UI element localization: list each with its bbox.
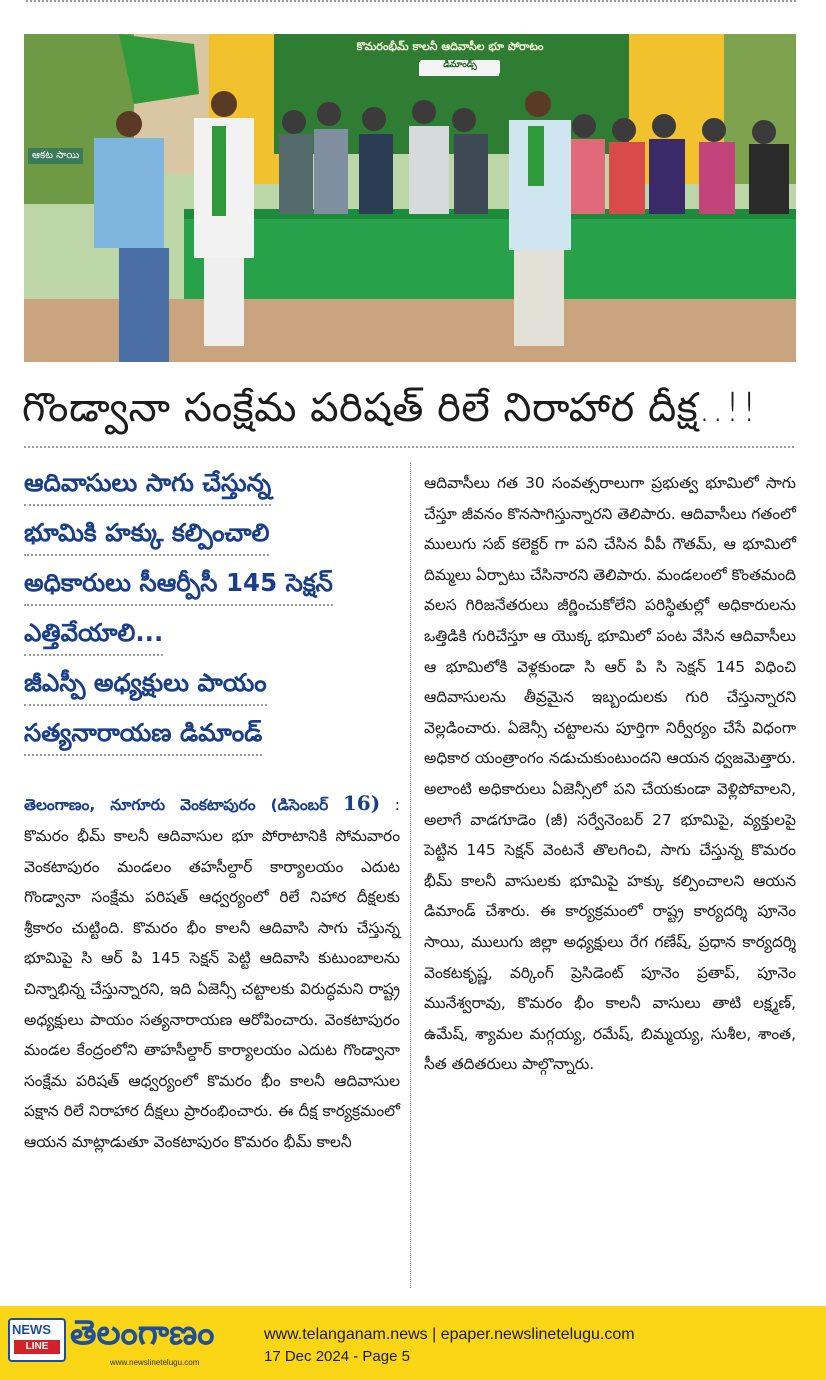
logo-news-text: NEWS xyxy=(12,1322,51,1337)
logo-line-text: LINE xyxy=(14,1340,60,1354)
banner-subtext: డిమాండ్స్ xyxy=(420,60,500,74)
headline: గొండ్వానా సంక్షేమ పరిషత్ రిలే నిరాహార దీక్ష..!! xyxy=(22,385,758,431)
deck-subheadings xyxy=(24,466,400,766)
dateline-date: 16) xyxy=(342,791,381,816)
right-body-paragraph: ఆదివాసీలు గత 30 సంవత్సరాలుగా ప్రభుత్వ భూమిలో సాగు చేస్తూ జీవనం కొనసాగిస్తున్నారని తెలిపారు. ఆదివాసీలు గతంలో ములుగు సబ్ కలెక్టర్ గా పని చేసిన వీపీ గౌతమ్, ఆ భూమిలో దిమ్మలు ఏర్పాటు చేసినారని తెలిపారు. మండలంలో కొంతమంది వలస గిరిజనేతరులు జీర్ణించుకోలేని పరిస్థితుల్లో అధికారులను ఒత్తిడికి గురిచేస్తూ ఆ యొక్క భూమిలో పంట వేసిన ఆదివాసీలు ఆ భూమిలోకి వెళ్లకుండా సి ఆర్ పి సి సెక్షన్ 145 విధించి ఆదివాసులను తీవ్రమైన ఇబ్బందులకు గురి చేస్తున్నారని వెల్లడించారు. ఏజెన్సీ చట్టాలను పూర్తిగా నిర్వీర్యం చేసే విధంగా అధికార యంత్రాంగం నడుచుకుంటుందని ఆయన ధ్వజమెత్తారు. అలాంటి అధికారులు ఏజెన్సీలో పని చేయకుండా వెళ్లిపోవాలని, అలాగే వాడగూడెం (జీ) సర్వేనెంబర్ 27 భూమిపై, వ్యక్తులపై పెట్టిన 145 సెక్షన్ వెంటనే తొలగించి, సాగు చేస్తున్న కొమరం భీమ్ కాలనీ వాసులకు భూమిపై హక్కు కల్పించాలని ఆయన డిమాండ్ చేశారు. ఈ కార్యక్రమంలో రాష్ట్ర కార్యదర్శి పూనెం సాయి, ములుగు జిల్లా అధ్యక్షులు రేగ గణేష్, ప్రధాన కార్యదర్శి వెంకటకృష్ణ, వర్కింగ్ ప్రెసిడెంట్ పూనెం ప్రతాప్, పూనెం మునేశ్వరావు, కొమరం భీం కాలనీ వాసులు తాటి లక్ష్మణ్, ఉమేష్, శ్యామల మగ్గయ్య, రమేష్, బిమ్మయ్య, సుశీల, శాంత, సీత తదితరులు పాల్గొన్నారు. xyxy=(424,474,796,1074)
deck-line: ఆదివాసులు సాగు చేస్తున్న xyxy=(24,466,271,506)
footer-websites[interactable]: www.telanganam.news | epaper.newslinetelugu.com xyxy=(264,1326,635,1343)
deck-line: జీఎస్పీ అధ్యక్షులు పాయం xyxy=(24,666,267,706)
photo-sign-text: ఆకట సాయి xyxy=(28,148,83,164)
column-divider xyxy=(410,462,411,1288)
logo-url: www.newslinetelugu.com xyxy=(110,1358,200,1367)
top-divider xyxy=(26,0,796,2)
newsline-logo xyxy=(8,1318,66,1362)
left-column xyxy=(24,466,400,1158)
protest-photo-illustration xyxy=(24,34,796,362)
left-body-text xyxy=(24,788,400,1157)
right-column xyxy=(424,468,796,1080)
headline-divider xyxy=(24,446,794,448)
deck-line: ఎత్తివేయాలి... xyxy=(24,616,163,656)
telanganam-logo: తెలంగాణం xyxy=(70,1313,215,1353)
banner-text: కొమరంభీమ్ కాలనీ ఆదివాసీల భూ పోరాటం xyxy=(356,40,544,53)
left-body-paragraph: : కొమరం భీమ్ కాలనీ ఆదివాసుల భూ పోరాటానికి సోమవారం వెంకటాపురం మండలం తహసీల్దార్ కార్యాలయం ఎదుట గొండ్వానా సంక్షేమ పరిషత్ ఆధ్వర్యంలో రిలే నిహార దీక్షలకు శ్రీకారం చుట్టింది. కొమరం భీం కాలనీ ఆదివాసి సాగు చేస్తున్న భూమిపై సి ఆర్ పి 145 సెక్షన్ పెట్టి ఆదివాసి కుటుంబాలను చిన్నాభిన్న చేస్తున్నారని, ఇది ఏజెన్సీ చట్టాలకు విరుద్ధమని రాష్ట్ర అధ్యక్షులు పాయం సత్యనారాయణ ఆరోపించారు. వెంకటాపురం మండల కేంద్రంలోని తాహసీల్దార్ కార్యాలయం ఎదుట గొండ్వానా సంక్షేమ పరిషత్ ఆధ్వర్యంలో కొమరం భీం కాలనీ ఆదివాసుల పక్షాన రిలే నిరాహార దీక్షలు ప్రారంభించారు. ఈ దీక్ష కార్యక్రమంలో ఆయన మాట్లాడుతూ వెంకటాపురం కొమరం భీమ్ కాలనీ xyxy=(24,796,400,1151)
deck-line: భూమికి హక్కు కల్పించాలి xyxy=(24,516,269,556)
dateline: తెలంగాణం, నూగూరు వెంకటాపురం (డిసెంబర్ xyxy=(24,796,329,815)
footer-date-page: 17 Dec 2024 - Page 5 xyxy=(264,1348,410,1365)
footer-bar xyxy=(0,1306,826,1380)
news-photo xyxy=(24,34,796,362)
deck-line: సత్యనారాయణ డిమాండ్ xyxy=(24,716,262,756)
deck-line: అధికారులు సీఆర్పీసీ 145 సెక్షన్ xyxy=(24,566,333,606)
